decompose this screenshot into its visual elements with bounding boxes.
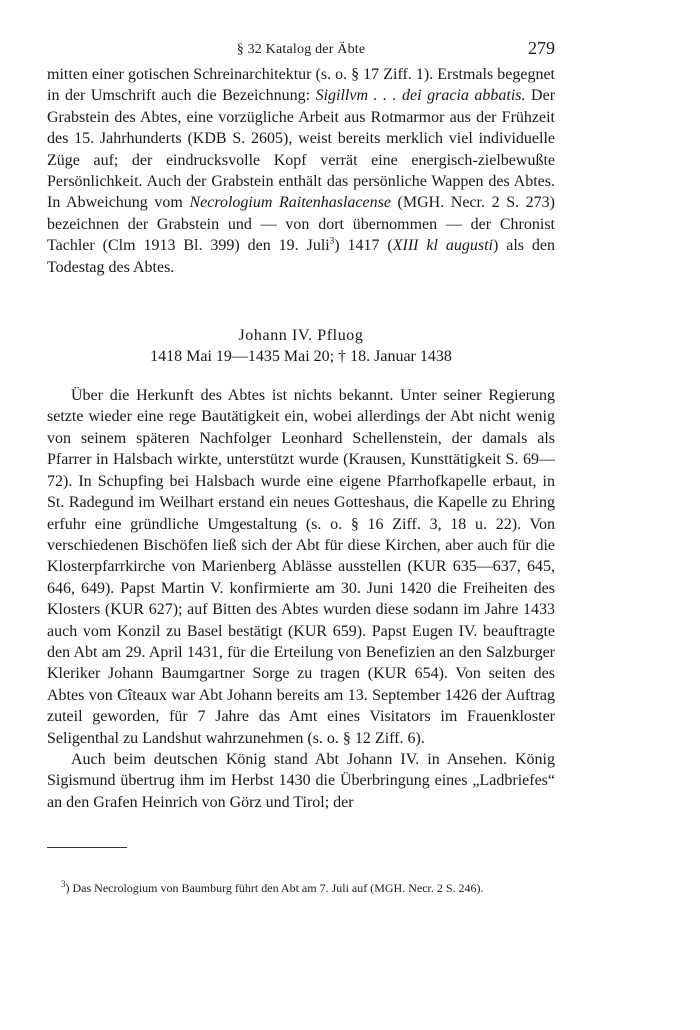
page-number: 279 [528,38,555,58]
italic-quote-sigillum: Sigillvm . . . dei gracia abbatis. [315,87,526,105]
paragraph-grabstein [47,64,555,278]
text-run: ) als den Todestag des Abtes. [47,237,556,276]
italic-title-necrologium: Necrologium Raitenhaslacense [189,194,391,212]
section-heading [47,326,555,367]
abbot-dates: 1418 Mai 19—1435 Mai 20; † 18. Januar 1438 [150,348,452,366]
footnote-rule [47,847,127,848]
text-run: (MGH. Necr. 2 S. 273) bezeichnen der Grabstein und — von dort übernommen — der Chronist Tachler (Clm 1913 Bl. 399) den 19. Juli [47,194,556,255]
text-run: mitten einer gotischen Schreinarchitektur (s. o. § 17 Ziff. 1). Erstmals begegnet in der Umschrift auch die Bezeichnung: [47,66,555,105]
italic-date-latin: XIII kl augusti [392,237,493,255]
page-header [47,38,555,64]
footnote-text: ) Das Necrologium von Baumburg führt den Abt am 7. Juli auf (MGH. Necr. 2 S. 246). [65,881,484,896]
paragraph-koenig: Auch beim deutschen König stand Abt Johann IV. in Ansehen. König Sigismund übertrug ihm im Herbst 1430 die Überbringung eines „Ladbriefes“ an den Grafen Heinrich von Görz und Tirol; der [47,750,555,811]
running-head: § 32 Katalog der Äbte [236,42,366,57]
paragraph-herkunft: Über die Herkunft des Abtes ist nichts bekannt. Unter seiner Regierung setzte wieder eine rege Bautätigkeit ein, wobei allerdings der Abt nicht wenig von seinem späteren Nachfolger Leonhard Schellenstein, der damals als Pfarrer in Halsbach wirkte, unterstützt wurde (Krausen, Kunsttätigkeit S. 69—72). In Schupfing bei Halsbach wurde eine eigene Pfarrhofkapelle erbaut, in St. Radegund im Weilhart erstand ein neues Gotteshaus, die Kapelle zu Ehring erfuhr eine gründliche Umgestaltung (s. o. § 16 Ziff. 3, 18 u. 22). Von verschiedenen Bischöfen ließ sich der Abt für diese Kirchen, aber auch für die Klosterpfarrkirche von Marienberg Ablässe ausstellen (KUR 635—637, 645, 646, 649). Papst Martin V. konfirmierte am 30. Juni 1420 die Freiheiten des Klosters (KUR 627); auf Bitten des Abtes wurden diese sodann im Jahre 1433 auch vom Konzil zu Basel bestätigt (KUR 659). Papst Eugen IV. beauftragte den Abt am 29. April 1431, für die Erteilung von Benefizien an den Salzburger Kleriker Johann Baumgartner Sorge zu tragen (KUR 654). Von seiten des Abtes von Cîteaux war Abt Johann bereits am 13. September 1426 der Auftrag zuteil geworden, für 7 Jahre das Amt eines Visitators im Frauenkloster Seligenthal zu Landshut wahrzunehmen (s. o. § 12 Ziff. 6). [47,387,555,747]
main-text [47,64,555,813]
book-page [47,38,555,896]
abbot-name: Johann IV. Pfluog [238,327,364,345]
footnote [47,880,555,896]
text-run: ) 1417 ( [334,237,393,255]
text-run: Der Grabstein des Abtes, eine vorzügliche Arbeit aus Rotmarmor aus der Frühzeit des 15. Jahrhunderts (KDB S. 2605), weist bereits merklich viel individuelle Züge auf; der eindrucksvolle Kopf verrät eine energisch-zielbewußte Persönlichkeit. Auch der Grabstein enthält das persönliche Wappen des Abtes. In Abweichung vom [47,87,556,212]
footnote-marker: 3 [61,879,66,890]
footnote-reference: 3 [329,235,335,246]
